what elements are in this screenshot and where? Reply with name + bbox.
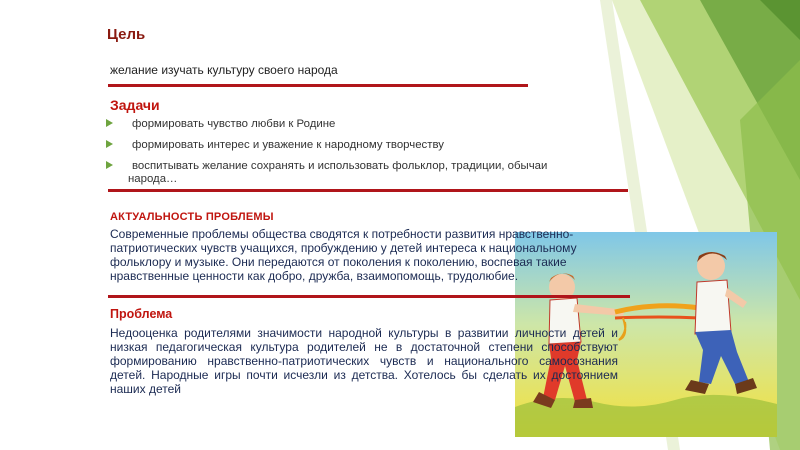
task-text: воспитывать желание сохранять и использовать фольклор, традиции, обычаи (132, 160, 548, 172)
task-text: формировать чувство любви к Родине (132, 118, 336, 130)
triangle-bullet-icon (106, 161, 113, 169)
divider-line (108, 84, 528, 87)
goal-text: желание изучать культуру своего народа (110, 63, 338, 77)
tasks-list (104, 118, 604, 194)
list-item (104, 139, 604, 152)
list-item (104, 160, 604, 186)
problem-title: Проблема (110, 307, 173, 321)
list-item (104, 118, 604, 131)
triangle-bullet-icon (106, 119, 113, 127)
task-text: формировать интерес и уважение к народному творчеству (132, 139, 444, 151)
divider-line (108, 189, 628, 192)
goal-title: Цель (107, 26, 146, 43)
task-text-continuation: народа… (128, 173, 178, 185)
problem-text: Недооценка родителями значимости народной культуры в развитии личности детей и низкая педагогическая культура родителей не в достаточной степени способствуют формированию нравственно-патриотических чувств и национального самосознания детей. Народные игры почти исчезли из детства. Хотелось бы сделать их достоянием наших детей (110, 326, 618, 396)
divider-line (108, 295, 630, 298)
triangle-bullet-icon (106, 140, 113, 148)
relevance-text: Современные проблемы общества сводятся к потребности развития нравственно-патриотических чувств учащихся, пробуждению у детей интереса к национальному фольклору и музыке. Они передаются от поколения к поколению, воспевая такие нравственные ценности как добро, дружба, взаимопомощь, трудолюбие. (110, 227, 577, 283)
tasks-title: Задачи (110, 97, 160, 113)
relevance-title: АКТУАЛЬНОСТЬ ПРОБЛЕМЫ (110, 211, 274, 223)
